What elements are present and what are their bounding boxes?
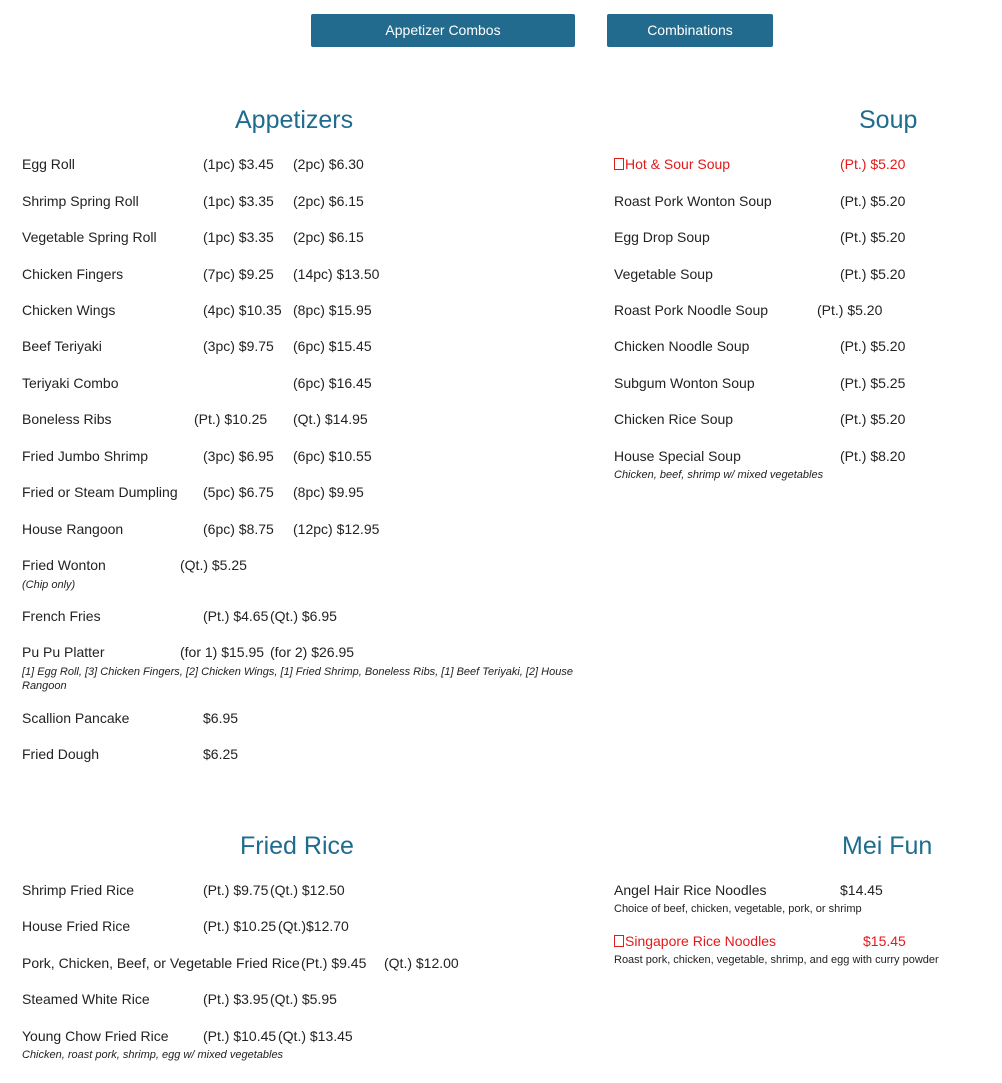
item-name: Teriyaki Combo: [22, 375, 119, 391]
item-price: (Pt.) $5.20: [840, 156, 906, 172]
item-name: Hot & Sour Soup: [614, 155, 730, 173]
item-price: $6.25: [203, 746, 239, 762]
item-note: Chicken, roast pork, shrimp, egg w/ mixed vegetables: [22, 1049, 284, 1061]
item-name: Roast Pork Noodle Soup: [614, 302, 769, 318]
item-price: (for 2) $26.95: [270, 644, 355, 660]
item-price: (7pc) $9.25: [203, 266, 274, 282]
item-price: (Qt.) $13.45: [278, 1028, 353, 1044]
item-name: House Special Soup: [614, 448, 741, 464]
item-name: Vegetable Spring Roll: [22, 229, 157, 245]
item-price: (6pc) $10.55: [293, 448, 372, 464]
item-name: Steamed White Rice: [22, 991, 150, 1007]
item-name: Beef Teriyaki: [22, 338, 102, 354]
item-name: Chicken Rice Soup: [614, 411, 734, 427]
item-name: Pork, Chicken, Beef, or Vegetable Fried Rice: [22, 955, 300, 971]
item-price: (Qt.) $6.95: [270, 608, 337, 624]
item-price: (Pt.) $5.20: [840, 229, 906, 245]
item-price: (6pc) $16.45: [293, 375, 372, 391]
item-price: (14pc) $13.50: [293, 266, 380, 282]
item-price: (Pt.) $9.45: [301, 955, 367, 971]
item-price: (Pt.) $4.65: [203, 608, 269, 624]
item-price: (Pt.) $10.25: [194, 411, 268, 427]
item-price: (3pc) $6.95: [203, 448, 274, 464]
item-name: Roast Pork Wonton Soup: [614, 193, 772, 209]
item-price: (Qt.) $5.95: [270, 991, 337, 1007]
item-price: (for 1) $15.95: [180, 644, 265, 660]
item-price: (Pt.) $5.20: [840, 193, 906, 209]
item-price: (1pc) $3.35: [203, 193, 274, 209]
item-price: (Qt.) $5.25: [180, 557, 247, 573]
item-price: (8pc) $9.95: [293, 484, 364, 500]
item-price: (Qt.)$12.70: [278, 918, 349, 934]
item-price: (5pc) $6.75: [203, 484, 274, 500]
item-price: (Qt.) $12.50: [270, 882, 345, 898]
item-price: (3pc) $9.75: [203, 338, 274, 354]
item-name: Singapore Rice Noodles: [614, 932, 776, 950]
item-name: Chicken Fingers: [22, 266, 124, 282]
item-name: Shrimp Fried Rice: [22, 882, 135, 898]
highlight-box-icon: [614, 935, 624, 947]
appetizers-title: Appetizers: [235, 106, 354, 134]
item-name: Chicken Noodle Soup: [614, 338, 750, 354]
appetizer-combos-button[interactable]: Appetizer Combos: [311, 14, 575, 47]
item-name: Young Chow Fried Rice: [22, 1028, 169, 1044]
item-name: House Rangoon: [22, 521, 124, 537]
item-name: Shrimp Spring Roll: [22, 193, 139, 209]
item-price: (Pt.) $9.75: [203, 882, 269, 898]
item-price: $6.95: [203, 710, 239, 726]
item-price: (2pc) $6.15: [293, 193, 364, 209]
item-price: (Pt.) $10.25: [203, 918, 277, 934]
item-name: Boneless Ribs: [22, 411, 112, 427]
item-name: Egg Roll: [22, 156, 75, 172]
item-note: Roast pork, chicken, vegetable, shrimp, and egg with curry powder: [614, 954, 939, 966]
item-price: (Pt.) $5.20: [840, 338, 906, 354]
highlight-box-icon: [614, 158, 624, 170]
item-name: French Fries: [22, 608, 101, 624]
item-price: (8pc) $15.95: [293, 302, 372, 318]
item-price: (Qt.) $12.00: [384, 955, 459, 971]
soup-title: Soup: [859, 106, 918, 134]
combinations-button[interactable]: Combinations: [607, 14, 773, 47]
item-price: (Pt.) $5.20: [840, 266, 906, 282]
item-price: (2pc) $6.30: [293, 156, 364, 172]
item-price: (6pc) $8.75: [203, 521, 274, 537]
fried-rice-title: Fried Rice: [240, 832, 354, 860]
item-name: House Fried Rice: [22, 918, 131, 934]
item-price: (1pc) $3.45: [203, 156, 274, 172]
item-name: Pu Pu Platter: [22, 644, 105, 660]
item-price: $14.45: [840, 882, 883, 898]
item-price: (Pt.) $10.45: [203, 1028, 277, 1044]
item-price: (Pt.) $5.20: [840, 411, 906, 427]
item-price: (Pt.) $5.25: [840, 375, 906, 391]
mei-fun-title: Mei Fun: [842, 832, 933, 860]
item-note: Choice of beef, chicken, vegetable, pork, or shrimp: [614, 903, 862, 915]
item-price: (Qt.) $14.95: [293, 411, 368, 427]
item-price: (2pc) $6.15: [293, 229, 364, 245]
item-price: (6pc) $15.45: [293, 338, 372, 354]
item-note: Chicken, beef, shrimp w/ mixed vegetables: [614, 469, 824, 481]
item-name: Angel Hair Rice Noodles: [614, 882, 767, 898]
item-name: Egg Drop Soup: [614, 229, 710, 245]
item-price: (4pc) $10.35: [203, 302, 282, 318]
item-name: Fried Dough: [22, 746, 100, 762]
item-price: (Pt.) $5.20: [817, 302, 883, 318]
item-name: Fried Jumbo Shrimp: [22, 448, 149, 464]
item-name: Vegetable Soup: [614, 266, 713, 282]
item-name: Fried or Steam Dumpling: [22, 484, 178, 500]
item-price: (12pc) $12.95: [293, 521, 380, 537]
item-name: Scallion Pancake: [22, 710, 130, 726]
item-name: Chicken Wings: [22, 302, 116, 318]
item-price: $15.45: [863, 933, 906, 949]
item-price: (Pt.) $8.20: [840, 448, 906, 464]
item-price: (1pc) $3.35: [203, 229, 274, 245]
item-note: (Chip only): [22, 579, 76, 591]
item-price: (Pt.) $3.95: [203, 991, 269, 1007]
item-name: Fried Wonton: [22, 557, 106, 573]
item-name: Subgum Wonton Soup: [614, 375, 755, 391]
item-note: [1] Egg Roll, [3] Chicken Fingers, [2] Chicken Wings, [1] Fried Shrimp, Boneless Ribs, [1] Beef Teriyaki, [2] House Rangoon: [22, 666, 573, 692]
